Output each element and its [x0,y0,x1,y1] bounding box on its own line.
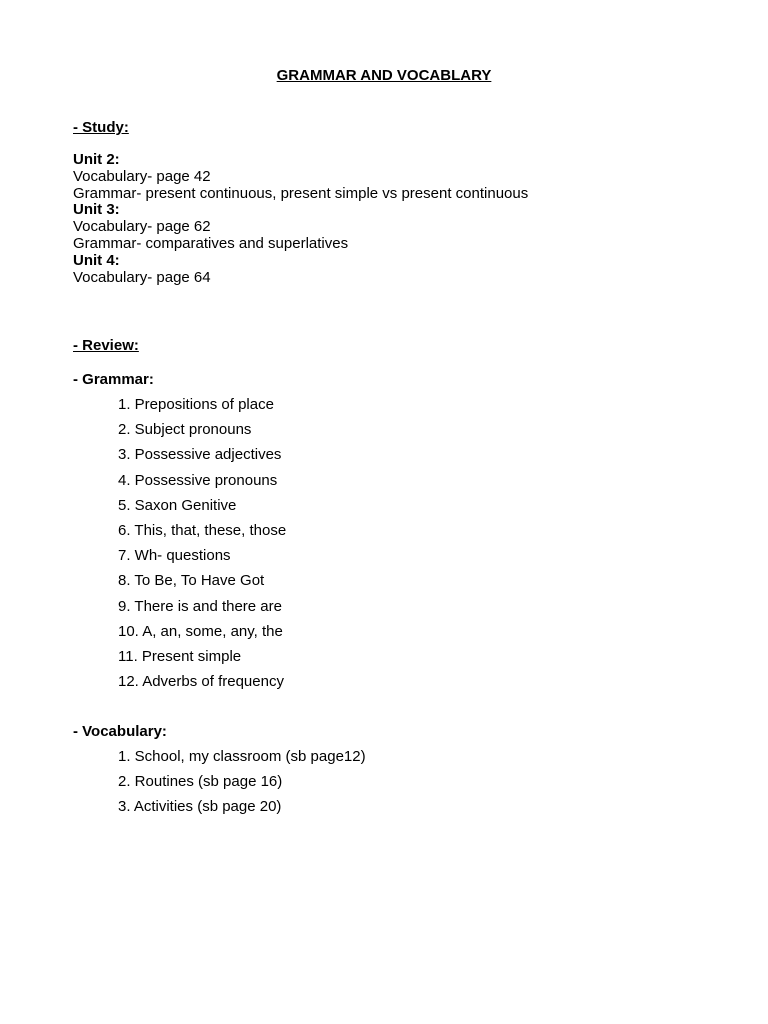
list-item: 3. Activities (sb page 20) [118,798,282,816]
document-title: GRAMMAR AND VOCABLARY [276,67,492,84]
study-heading: - Study: [73,119,129,136]
unit-3-vocabulary: Vocabulary- page 62 [73,218,211,236]
list-item: 4. Possessive pronouns [118,471,278,489]
list-item: 9. There is and there are [118,597,282,615]
list-item: 12. Adverbs of frequency [118,673,284,691]
list-item: 5. Saxon Genitive [118,496,237,514]
list-item: 8. To Be, To Have Got [118,572,265,590]
list-item: 2. Subject pronouns [118,421,252,439]
grammar-list [118,396,286,698]
list-item: 1. Prepositions of place [118,396,274,413]
list-item: 10. A, an, some, any, the [118,622,283,640]
unit-4-label: Unit 4: [73,251,120,269]
grammar-heading: - Grammar: [73,371,154,388]
list-item: 6. This, that, these, those [118,521,287,539]
study-units [73,152,528,286]
list-item: 11. Present simple [118,647,242,665]
unit-4-vocabulary: Vocabulary- page 64 [73,268,211,286]
list-item: 3. Possessive adjectives [118,446,282,464]
unit-2-label: Unit 2: [73,151,120,168]
list-item: 1. School, my classroom (sb page12) [118,748,366,765]
vocabulary-heading: - Vocabulary: [73,723,167,740]
vocabulary-list [118,748,366,824]
list-item: 7. Wh- questions [118,547,231,565]
unit-3-grammar: Grammar- comparatives and superlatives [73,234,349,252]
review-heading: - Review: [73,337,139,354]
unit-3-label: Unit 3: [73,201,120,219]
list-item: 2. Routines (sb page 16) [118,773,283,791]
unit-2-grammar: Grammar- present continuous, present simple vs present continuous [73,184,529,202]
unit-2-vocabulary: Vocabulary- page 42 [73,167,211,185]
